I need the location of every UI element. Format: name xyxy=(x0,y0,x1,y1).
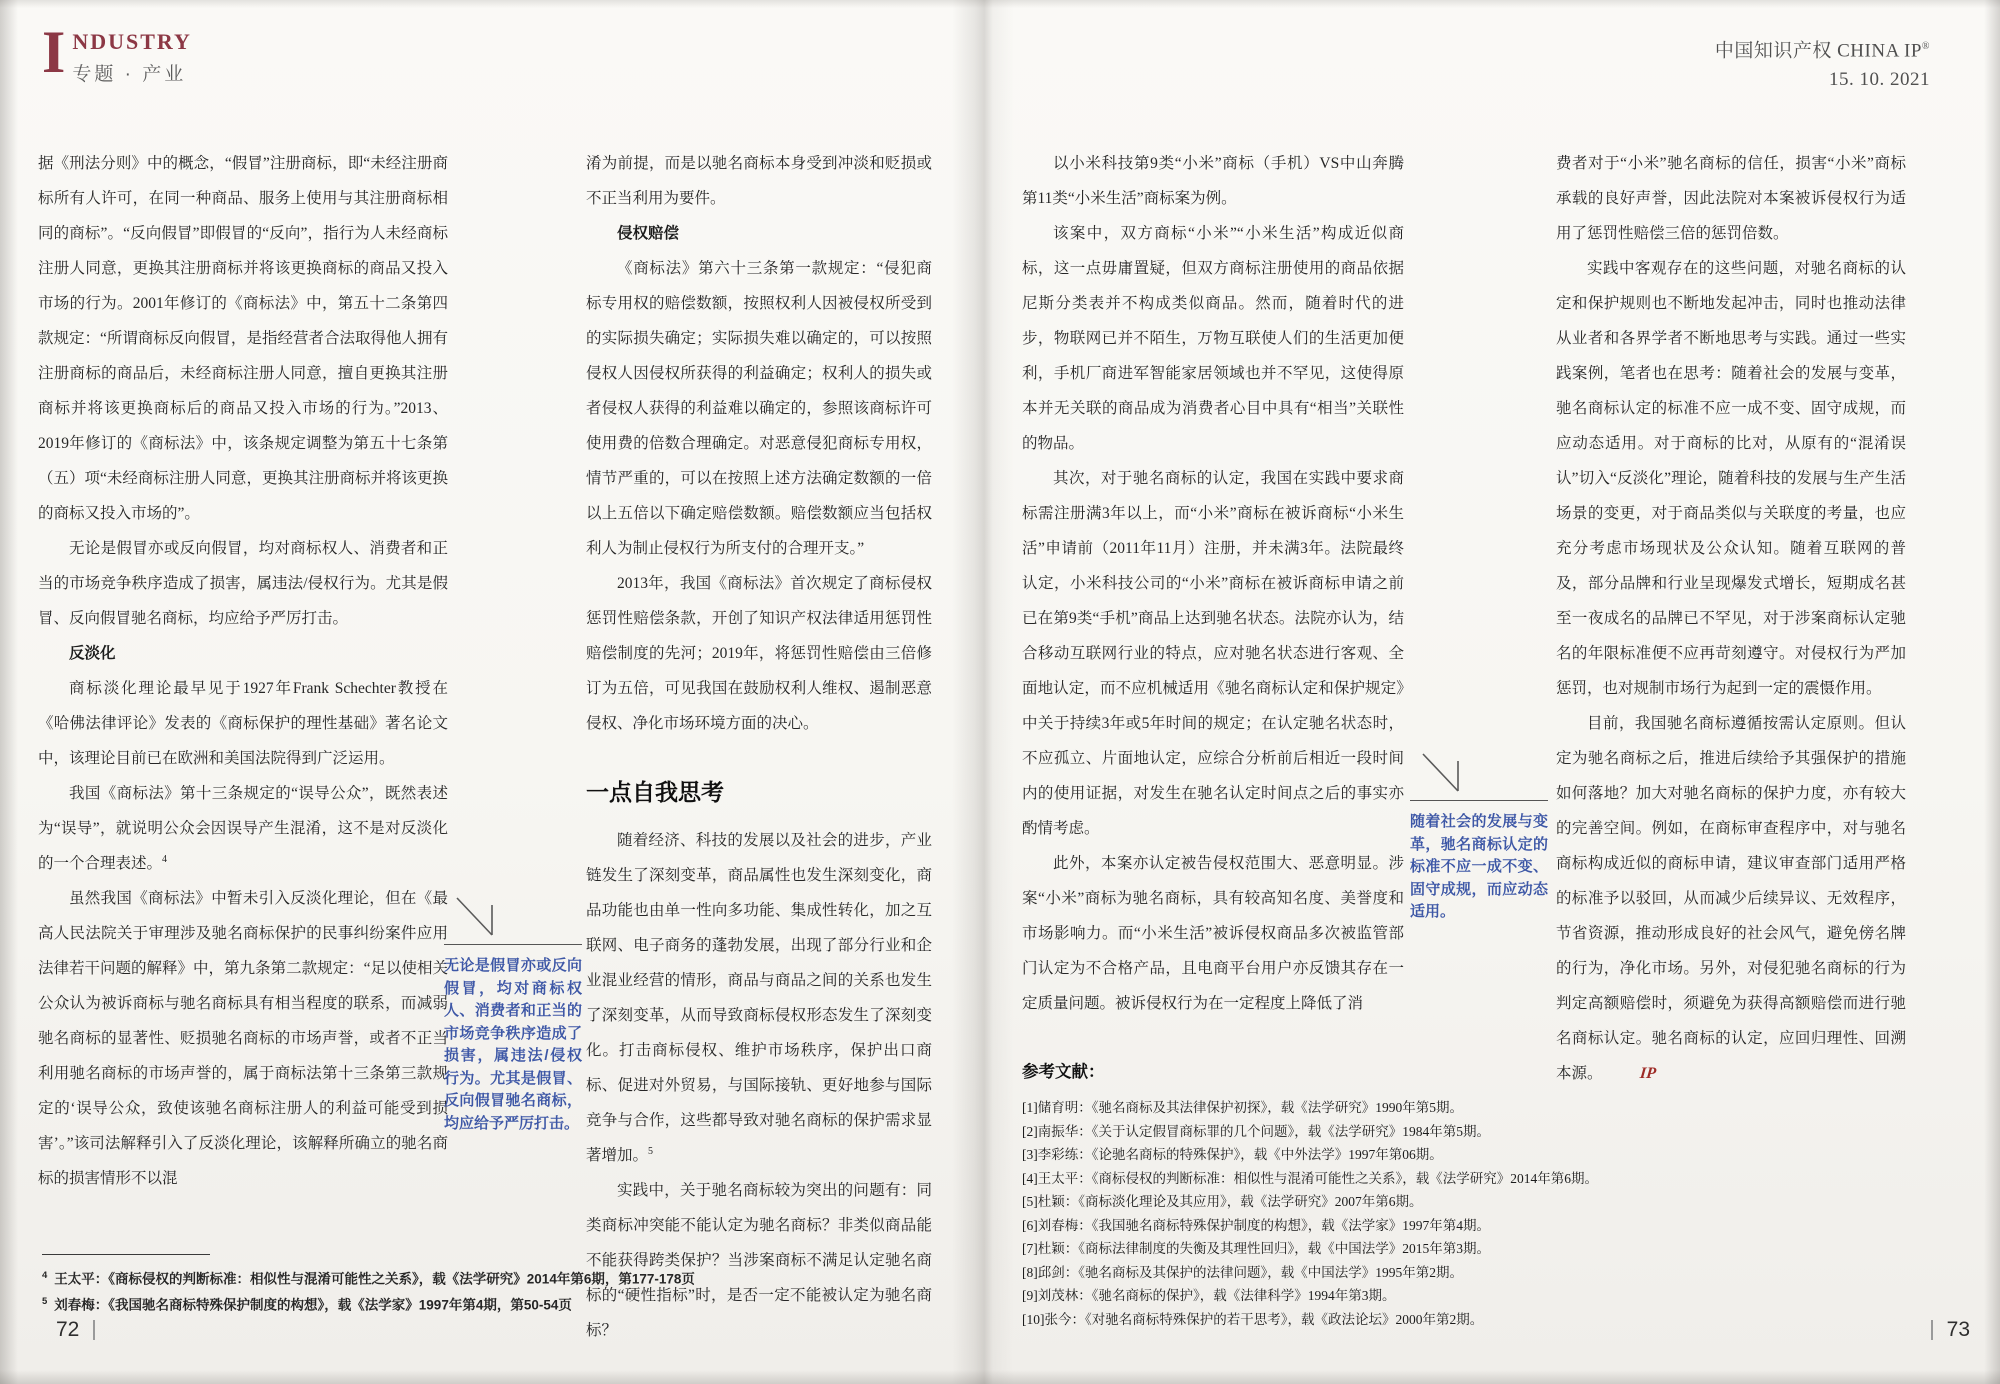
left-page-column-1 xyxy=(38,146,448,1196)
pull-quote-text: 随着社会的发展与变革，驰名商标认定的标准不应一成不变、固守成规，而应动态适用。 xyxy=(1410,813,1548,920)
footnote-marker: 5 xyxy=(42,1295,48,1307)
paragraph: 《商标法》第六十三条第一款规定：“侵犯商标专用权的赔偿数额，按照权利人因被侵权所受到的实际损失确定；实际损失难以确定的，可以按照侵权人因侵权所获得的利益确定；权利人的损失或者侵权人获得的利益难以确定的，参照该商标许可使用费的倍数合理确定。对恶意侵犯商标专用权，情节严重的，可以在按照上述方法确定数额的一倍以上五倍以下确定赔偿数额。赔偿数额应当包括权利人为制止侵权行为所支付的合理开支。” xyxy=(586,260,932,557)
left-page-column-2 xyxy=(586,146,932,1348)
paragraph: 实践中，关于驰名商标较为突出的问题有：同类商标冲突能不能认定为驰名商标？非类似商品能不能获得跨类保护？当涉案商标不满足认定驰名商标的“硬性指标”时，是否一定不能被认定为驰名商标？ xyxy=(586,1182,932,1339)
paragraph: 以小米科技第9类“小米”商标（手机）VS中山奔腾第11类“小米生活”商标案为例。 xyxy=(1022,155,1404,207)
page-edge-right xyxy=(1984,0,2000,1384)
page-number-value: 73 xyxy=(1946,1318,1970,1341)
pull-quote-right xyxy=(1410,752,1548,924)
paragraph: 目前，我国驰名商标遵循按需认定原则。但认定为驰名商标之后，推进后续给予其强保护的措施如何落地？加大对驰名商标的保护力度，亦有较大的完善空间。例如，在商标审查程序中，对与驰名商标构成近似的商标申请，建议审查部门适用严格的标准予以驳回，从而减少后续异议、无效程序，节省资源，推动形成良好的社会风气，避免傍名牌的行为，净化市场。另外，对侵犯驰名商标的行为判定高额赔偿时，须避免为获得高额赔偿而进行驰名商标认定。驰名商标的认定，应回归理性、回溯本源。 IP xyxy=(1556,706,1906,1091)
issue-date: 15. 10. 2021 xyxy=(1829,69,1930,91)
masthead-title: NDUSTRY xyxy=(72,29,192,54)
reference-item: [1]储育明：《驰名商标及其法律保护初探》，载《法学研究》1990年第5期。 xyxy=(1022,1100,1463,1115)
paragraph: 无论是假冒亦或反向假冒，均对商标权人、消费者和正当的市场竞争秩序造成了损害，属违法/侵权行为。尤其是假冒、反向假冒驰名商标，均应给予严厉打击。 xyxy=(38,540,448,627)
sub-heading: 反淡化 xyxy=(69,645,116,662)
reference-item: [9]刘茂林：《驰名商标的保护》，载《法律科学》1994年第3期。 xyxy=(1022,1288,1396,1303)
page-number-divider xyxy=(1931,1320,1933,1340)
section-masthead xyxy=(42,19,192,86)
pull-quote-arrow-icon xyxy=(454,896,500,940)
footnote-block xyxy=(42,1254,762,1316)
footnote-item: $^5$ 刘春梅：《我国驰名商标特殊保护制度的构想》，载《法学家》1997年第4期，第50-54页 xyxy=(42,1295,572,1312)
reference-item: [7]杜颖：《商标法律制度的失衡及其理性回归》，载《中国法学》2015年第3期。 xyxy=(1022,1241,1490,1256)
pull-quote-arrow-icon xyxy=(1420,752,1466,796)
reference-item: [3]李彩练：《论驰名商标的特殊保护》，载《中外法学》1997年第06期。 xyxy=(1022,1147,1443,1162)
magazine-issue-header xyxy=(1715,32,1930,94)
sub-heading: 侵权赔偿 xyxy=(617,225,680,242)
reference-item: [4]王太平：《商标侵权的判断标准：相似性与混淆可能性之关系》，载《法学研究》2014年第6期。 xyxy=(1022,1170,1598,1186)
right-page-column-1 xyxy=(1022,146,1404,1021)
page-number-value: 72 xyxy=(56,1318,80,1341)
reference-item: [6]刘春梅：《我国驰名商标特殊保护制度的构想》，载《法学家》1997年第4期。 xyxy=(1022,1217,1490,1233)
reference-item: [10]张今：《对驰名商标特殊保护的若干思考》，载《政法论坛》2000年第2期。 xyxy=(1022,1311,1484,1327)
paragraph: 我国《商标法》第十三条规定的“误导公众”，既然表述为“误导”，就说明公众会因误导产生混淆，这不是对反淡化的一个合理表述。$^4$ xyxy=(38,785,448,872)
masthead-initial: I xyxy=(42,19,66,85)
paragraph: 淆为前提，而是以驰名商标本身受到冲淡和贬损或不正当利用为要件。 xyxy=(586,155,932,207)
paragraph: 该案中，双方商标“小米”“小米生活”构成近似商标，这一点毋庸置疑，但双方商标注册使用的商品依据尼斯分类表并不构成类似商品。然而，随着时代的进步，物联网已并不陌生，万物互联使人们的生活更加便利，手机厂商进军智能家居领域也并不罕见，这使得原本并无关联的商品成为消费者心目中具有“相当”关联性的物品。 xyxy=(1022,225,1404,452)
paragraph: 其次，对于驰名商标的认定，我国在实践中要求商标需注册满3年以上，而“小米”商标在被诉商标“小米生活”申请前（2011年11月）注册，并未满3年。法院最终认定，小米科技公司的“小米”商标在被诉商标申请之前已在第9类“手机”商品上达到驰名状态。法院亦认为，结合移动互联网行业的特点，应对驰名状态进行客观、全面地认定，而不应机械适用《驰名商标认定和保护规定》中关于持续3年或5年时间的规定；在认定驰名状态时，不应孤立、片面地认定，应综合分析前后相近一段时间内的使用证据，对发生在驰名认定时间点之后的事实亦酌情考虑。 xyxy=(1022,470,1404,837)
pull-quote-rule xyxy=(444,944,582,945)
references-section xyxy=(1022,1058,1902,1331)
magazine-name-text: 中国知识产权 CHINA IP xyxy=(1714,40,1922,62)
reference-item: [5]杜颖：《商标淡化理论及其应用》，载《法学研究》2007年第6期。 xyxy=(1022,1194,1423,1209)
paragraph: 2013年，我国《商标法》首次规定了商标侵权惩罚性赔偿条款，开创了知识产权法律适用惩罚性赔偿制度的先河；2019年，将惩罚性赔偿由三倍修订为五倍，可见我国在鼓励权利人维权、遏制恶意侵权、净化市场环境方面的决心。 xyxy=(586,575,932,732)
center-fold-shadow xyxy=(952,0,1014,1384)
reference-list xyxy=(1022,1096,1902,1331)
right-page-column-2 xyxy=(1556,146,1906,1091)
page-edge-left xyxy=(0,0,18,1384)
footnote-reference: 5 xyxy=(648,1145,654,1157)
page-number-left xyxy=(56,1318,95,1342)
reference-item: [8]邱剑：《驰名商标及其保护的法律问题》，载《中国法学》1995年第2期。 xyxy=(1022,1264,1463,1280)
paragraph: 商标淡化理论最早见于1927年Frank Schechter教授在《哈佛法律评论》发表的《商标保护的理性基础》著名论文中，该理论目前已在欧洲和美国法院得到广泛运用。 xyxy=(38,680,448,767)
registered-mark: ® xyxy=(1921,41,1930,52)
paragraph: 实践中客观存在的这些问题，对驰名商标的认定和保护规则也不断地发起冲击，同时也推动法律从业者和各界学者不断地思考与实践。通过一些实践案例，笔者也在思考：随着社会的发展与变革，驰名商标认定的标准不应一成不变、固守成规，而应动态适用。对于商标的比对，从原有的“混淆误认”切入“反淡化”理论，随着科技的发展与生产生活场景的变更，对于商品类似与关联度的考量，也应充分考虑市场现状及公众认知。随着互联网的普及，部分品牌和行业呈现爆发式增长，短期成名甚至一夜成名的品牌已不罕见，对于涉案商标认定驰名的年限标准便不应再苛刻遵守。对侵权行为严加惩罚，也对规制市场行为起到一定的震慑作用。 xyxy=(1556,260,1906,697)
masthead-text-block xyxy=(72,24,192,86)
page-number-divider xyxy=(93,1320,95,1340)
footnote-marker: 4 xyxy=(42,1270,48,1281)
section-heading: 一点自我思考 xyxy=(586,779,724,805)
footnote-reference: 4 xyxy=(162,853,168,865)
footnote-list xyxy=(42,1265,762,1316)
pull-quote-left xyxy=(444,896,582,1135)
paragraph: 费者对于“小米”驰名商标的信任，损害“小米”商标承载的良好声誉，因此法院对本案被诉侵权行为适用了惩罚性赔偿三倍的惩罚倍数。 xyxy=(1556,155,1906,242)
pull-quote-rule xyxy=(1410,800,1548,801)
pull-quote-text: 无论是假冒亦或反向假冒，均对商标权人、消费者和正当的市场竞争秩序造成了损害，属违法/侵权行为。尤其是假冒、反向假冒驰名商标，均应给予严厉打击。 xyxy=(444,957,582,1132)
footnote-divider xyxy=(42,1254,210,1255)
footnote-item: $^4$ 王太平：《商标侵权的判断标准：相似性与混淆可能性之关系》，载《法学研究》2014年第6期，第177-178页 xyxy=(42,1270,695,1287)
paragraph: 据《刑法分则》中的概念，“假冒”注册商标，即“未经注册商标所有人许可，在同一种商品、服务上使用与其注册商标相同的商标”。“反向假冒”即假冒的“反向”，指行为人未经商标注册人同意，更换其注册商标并将该更换商标的商品又投入市场的行为。2001年修订的《商标法》中，第五十二条第四款规定：“所谓商标反向假冒，是指经营者合法取得他人拥有注册商标的商品后，未经商标注册人同意，擅自更换其注册商标并将该更换商标后的商品又投入市场的行为。”2013、2019年修订的《商标法》中，该条规定调整为第五十七条第（五）项“未经商标注册人同意，更换其注册商标并将该更换的商标又投入市场的”。 xyxy=(38,155,448,522)
page-number-right xyxy=(1931,1318,1970,1342)
article-end-mark: IP xyxy=(1638,1065,1657,1082)
paragraph: 此外，本案亦认定被告侵权范围大、恶意明显。涉案“小米”商标为驰名商标，具有较高知名度、美誉度和市场影响力。而“小米生活”被诉侵权商品多次被监管部门认定为不合格产品，且电商平台用户亦反馈其存在一定质量问题。被诉侵权行为在一定程度上降低了消 xyxy=(1022,855,1404,1012)
magazine-name xyxy=(1715,32,1930,65)
references-heading: 参考文献： xyxy=(1022,1063,1105,1081)
masthead-subtitle: 专题 · 产业 xyxy=(72,64,187,85)
paragraph: 随着经济、科技的发展以及社会的进步，产业链发生了深刻变革，商品属性也发生深刻变化，商品功能也由单一性向多功能、集成性转化，加之互联网、电子商务的蓬勃发展，出现了部分行业和企业混业经营的情形，商品与商品之间的关系也发生了深刻变革，从而导致商标侵权形态发生了深刻变化。打击商标侵权、维护市场秩序，保护出口商标、促进对外贸易，与国际接轨、更好地参与国际竞争与合作，这些都导致对驰名商标的保护需求显著增加。$^5$ xyxy=(586,832,932,1164)
paragraph: 虽然我国《商标法》中暂未引入反淡化理论，但在《最高人民法院关于审理涉及驰名商标保护的民事纠纷案件应用法律若干问题的解释》中，第九条第二款规定：“足以使相关公众认为被诉商标与驰名商标具有相当程度的联系，而减弱驰名商标的显著性、贬损驰名商标的市场声誉，或者不正当利用驰名商标的市场声誉的，属于商标法第十三条第三款规定的‘误导公众，致使该驰名商标注册人的利益可能受到损害’。”该司法解释引入了反淡化理论，该解释所确立的驰名商标的损害情形不以混 xyxy=(38,890,448,1187)
reference-item: [2]南振华：《关于认定假冒商标罪的几个问题》，载《法学研究》1984年第5期。 xyxy=(1022,1123,1490,1139)
